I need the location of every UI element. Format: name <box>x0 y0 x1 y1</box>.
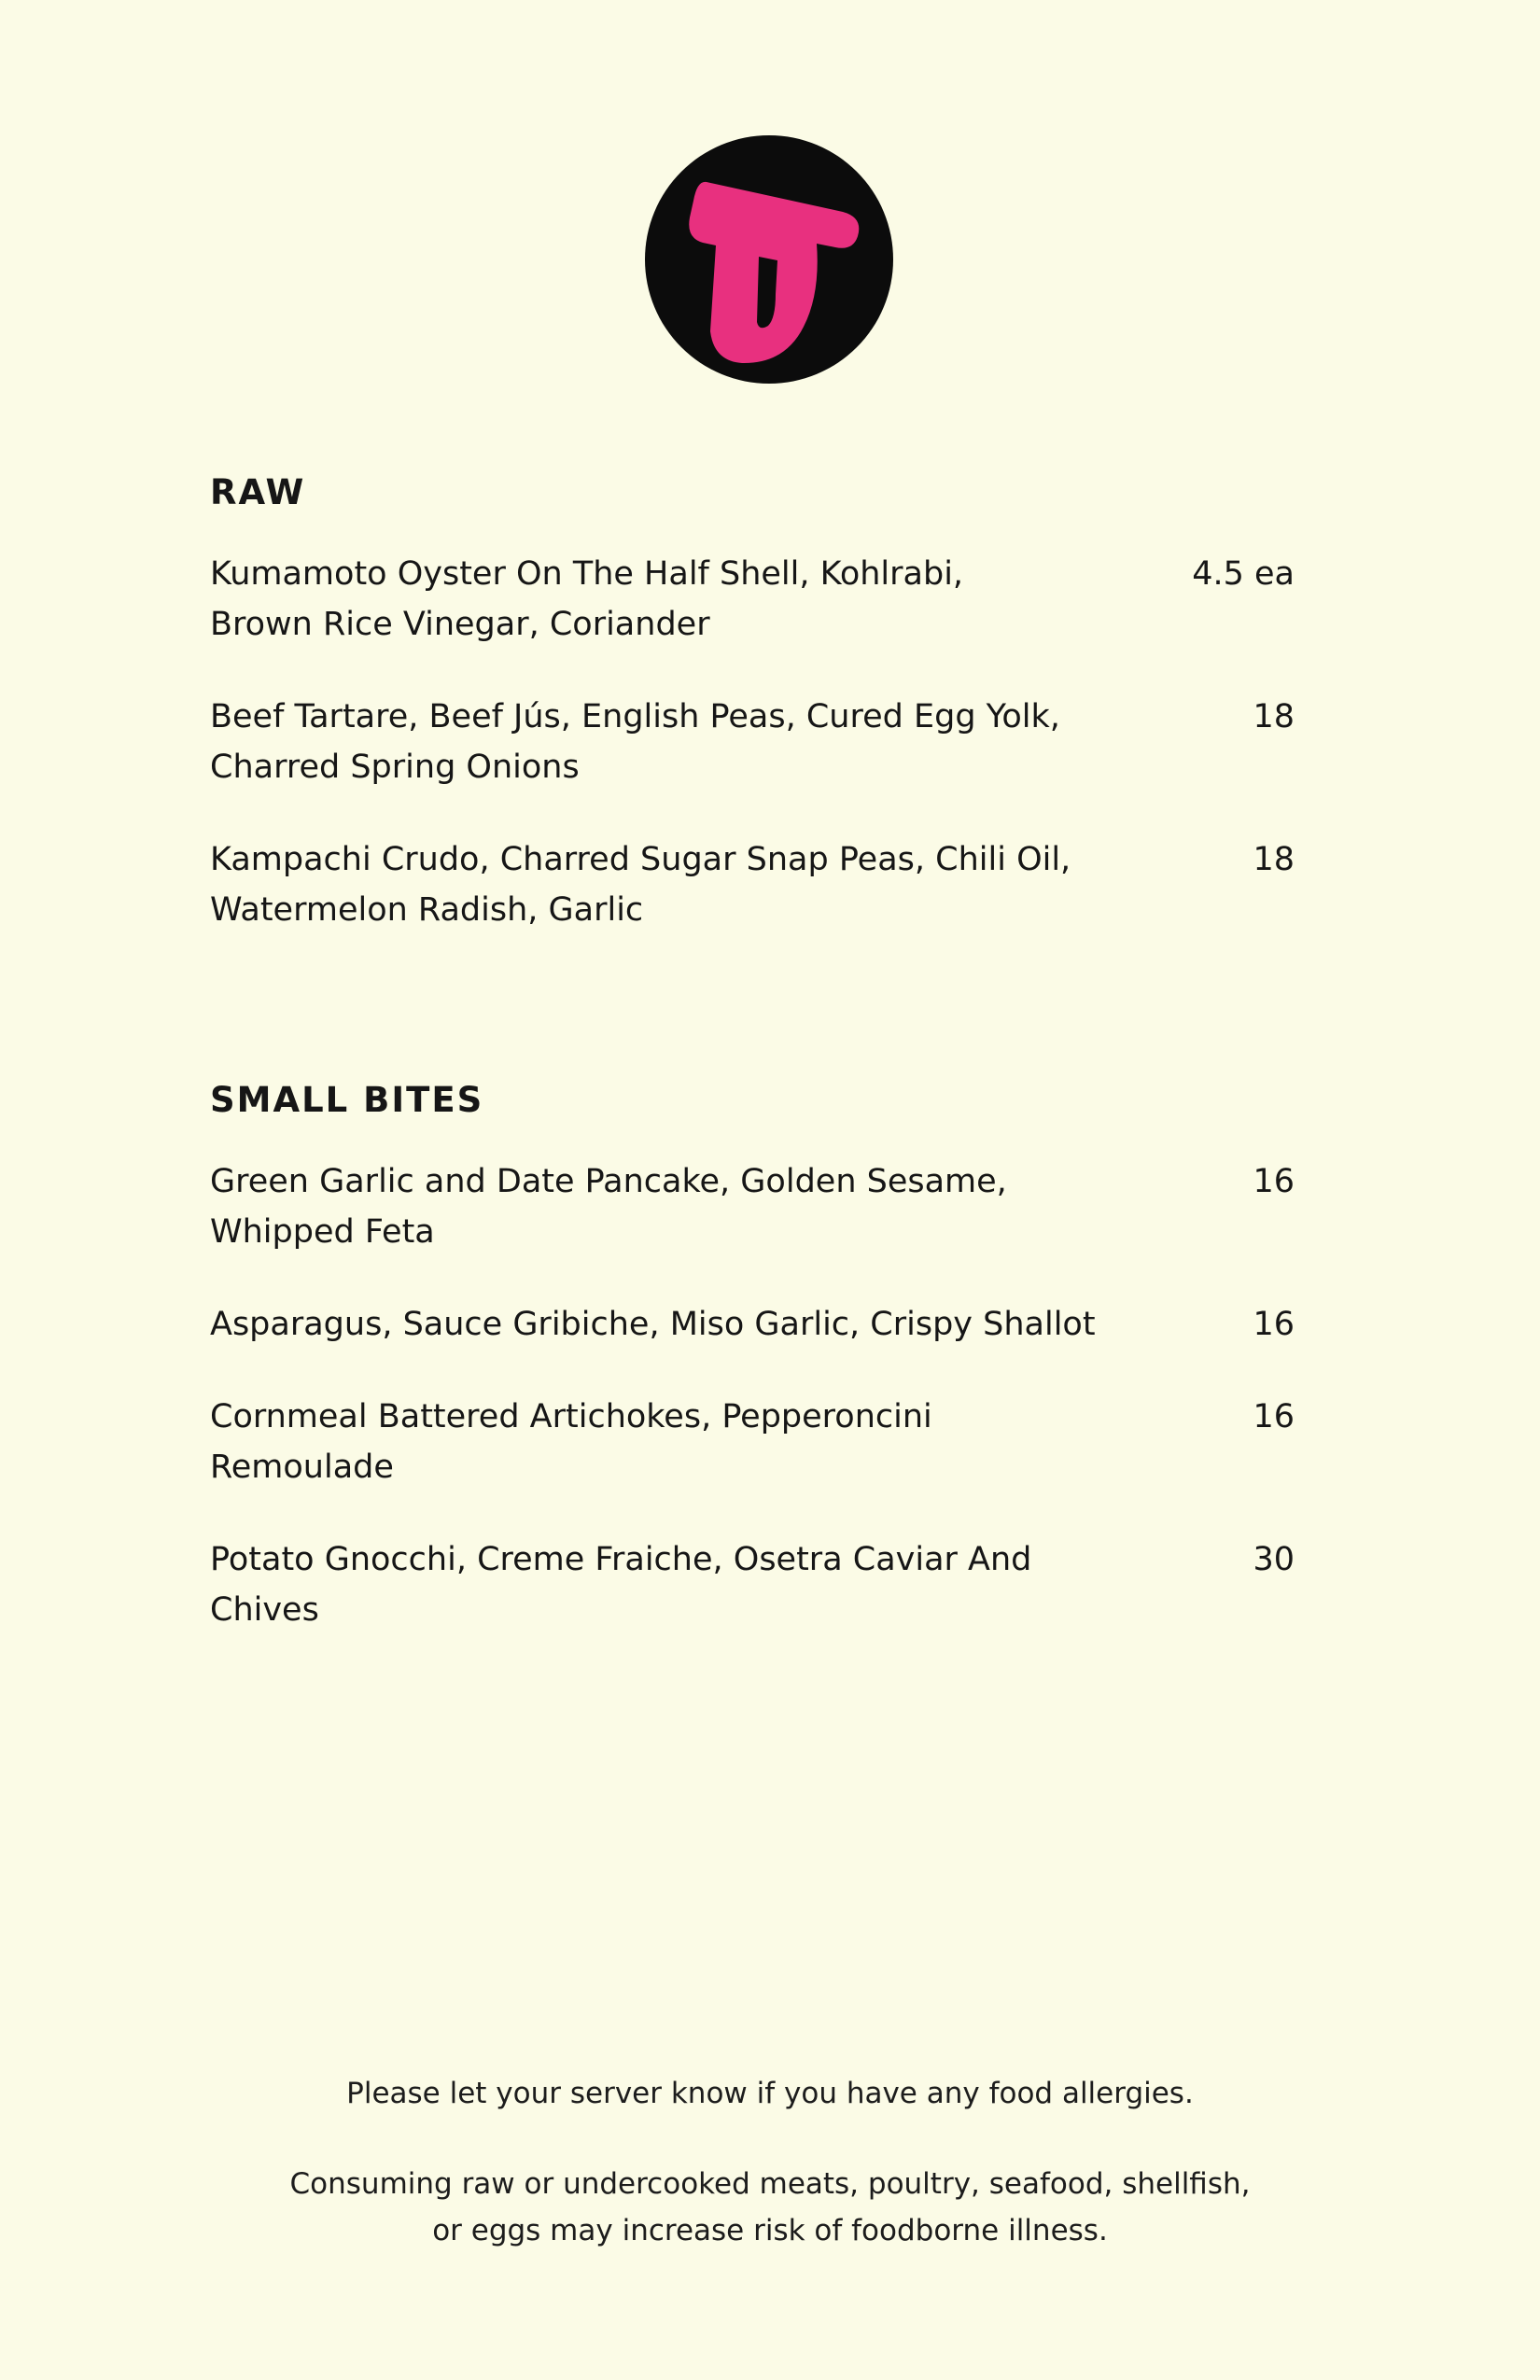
menu-item-price: 4.5 ea <box>1192 555 1295 593</box>
menu-item <box>210 1299 1295 1350</box>
section-title-small-bites: SMALL BITES <box>210 1080 484 1120</box>
menu-item-description: Potato Gnocchi, Creme Fraiche, Osetra Caviar And Chives <box>210 1541 1032 1629</box>
menu-item <box>210 1534 1295 1635</box>
allergy-note: Please let your server know if you have any food allergies. <box>346 2077 1194 2110</box>
menu-item-price: 16 <box>1253 1398 1295 1435</box>
section-title-raw: RAW <box>210 472 306 512</box>
menu-item <box>210 692 1295 792</box>
logo-badge <box>645 135 893 384</box>
menu-item <box>210 1392 1295 1492</box>
raw-section <box>210 471 1295 935</box>
menu-item-description: Asparagus, Sauce Gribiche, Miso Garlic, Crispy Shallot <box>210 1306 1096 1343</box>
menu-item-price: 16 <box>1253 1306 1295 1343</box>
menu-item-description: Cornmeal Battered Artichokes, Pepperoncini Remoulade <box>210 1398 932 1486</box>
menu-item-price: 18 <box>1253 841 1295 878</box>
menu-item <box>210 549 1295 650</box>
raw-food-warning: Consuming raw or undercooked meats, poultry, seafood, shellfish, or eggs may increase risk of foodborne illness. <box>289 2167 1251 2247</box>
menu-item-description: Kampachi Crudo, Charred Sugar Snap Peas, Chili Oil, Watermelon Radish, Garlic <box>210 841 1071 929</box>
menu-item-price: 18 <box>1253 698 1295 735</box>
menu-item <box>210 1156 1295 1257</box>
menu-item-price: 16 <box>1253 1163 1295 1200</box>
menu-item <box>210 834 1295 935</box>
menu-item-description: Green Garlic and Date Pancake, Golden Sesame, Whipped Feta <box>210 1163 1007 1251</box>
small-bites-section <box>210 1079 1295 1635</box>
menu-item-price: 30 <box>1253 1541 1295 1578</box>
letter-j-badge-icon <box>645 135 893 384</box>
menu-item-description: Beef Tartare, Beef Jús, English Peas, Cured Egg Yolk, Charred Spring Onions <box>210 698 1060 786</box>
menu-item-description: Kumamoto Oyster On The Half Shell, Kohlrabi, Brown Rice Vinegar, Coriander <box>210 555 964 643</box>
